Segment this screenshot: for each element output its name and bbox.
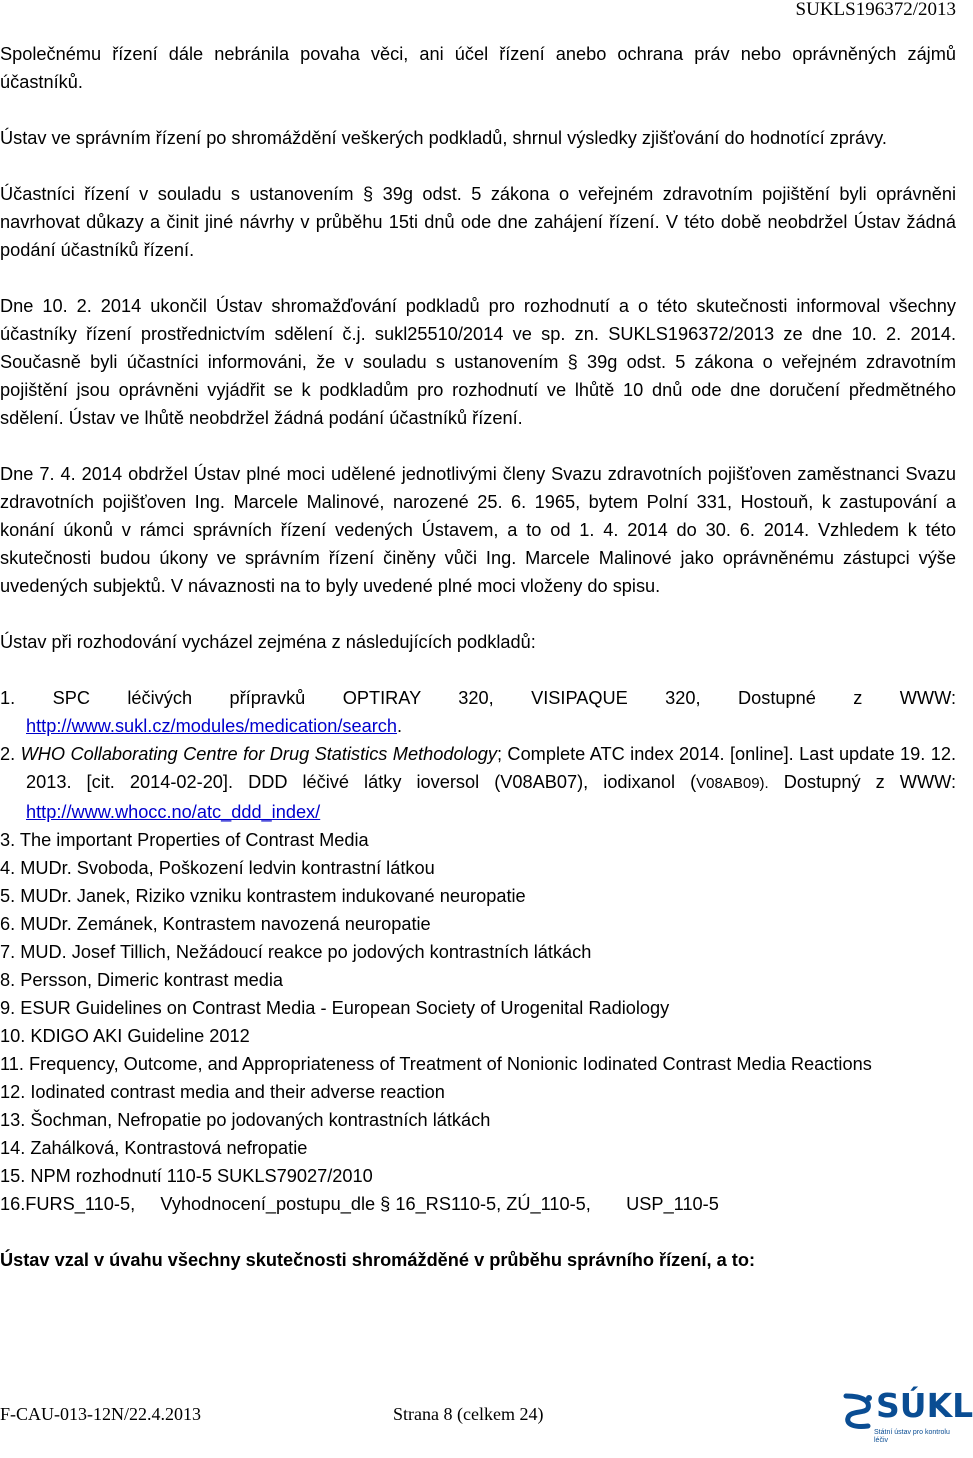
reference-item: 9. ESUR Guidelines on Contrast Media - European Society of Urogenital Radiology: [0, 998, 670, 1018]
document-id: SUKLS196372/2013: [795, 0, 956, 20]
document-body: [0, 40, 956, 1302]
reference-item: 13. Šochman, Nefropatie po jodovaných kontrastních látkách: [0, 1110, 491, 1130]
reference-text: .: [396, 716, 403, 736]
form-code: F-CAU-013-12N/22.4.2013: [0, 1404, 201, 1424]
reference-text: 1. SPC léčivých přípravků OPTIRAY 320, VISIPAQUE 320, Dostupné z WWW:: [0, 688, 956, 708]
paragraph-2: Ústav ve správním řízení po shromáždění veškerých podkladů, shrnul výsledky zjišťování do hodnotící zprávy.: [0, 128, 887, 148]
paragraph-1: Společnému řízení dále nebránila povaha věci, ani účel řízení anebo ochrana práv nebo oprávněných zájmů účastníků.: [0, 44, 956, 92]
logo-name: SÚKL: [876, 1386, 973, 1425]
reference-item: 4. MUDr. Svoboda, Poškození ledvin kontrastní látkou: [0, 858, 435, 878]
paragraph-4: Dne 10. 2. 2014 ukončil Ústav shromažďování podkladů pro rozhodnutí a o této skutečnosti informoval všechny účastníky řízení prostřednictvím sdělení č.j. sukl25510/2014 ve sp. zn. SUKLS196372/2013 ze dne 10. 2. 2014. Současně byli účastníci informováni, že v souladu s ustanovením § 39g odst. 5 zákona o veřejném zdravotním pojištění jsou oprávněni vyjádřit se k podkladům pro rozhodnutí ve lhůtě 10 dnů ode dne doručení předmětného sdělení. Ústav ve lhůtě neobdržel žádná podání účastníků řízení.: [0, 296, 956, 428]
reference-item: 7. MUD. Josef Tillich, Nežádoucí reakce po jodových kontrastních látkách: [0, 942, 592, 962]
reference-title: WHO Collaborating Centre for Drug Statistics Methodology: [20, 744, 497, 764]
reference-item: 5. MUDr. Janek, Riziko vzniku kontrastem indukované neuropatie: [0, 886, 526, 906]
whocc-link[interactable]: http://www.whocc.no/atc_ddd_index/: [26, 802, 321, 822]
sukl-logo-mark-icon: [838, 1392, 878, 1432]
reference-item: 10. KDIGO AKI Guideline 2012: [0, 1026, 250, 1046]
reference-item: 15. NPM rozhodnutí 110-5 SUKLS79027/2010: [0, 1166, 373, 1186]
reference-item: 6. MUDr. Zemánek, Kontrastem navozená neuropatie: [0, 914, 431, 934]
reference-item: 12. Iodinated contrast media and their adverse reaction: [0, 1082, 445, 1102]
reference-item: 8. Persson, Dimeric kontrast media: [0, 970, 284, 990]
reference-list: [0, 684, 956, 1218]
reference-text: ; Complete ATC index 2014. [online]. Last update 19. 12. 2013. [cit. 2014-02-20]. DDD léčivé látky ioversol (V08AB07), iodixanol (: [26, 744, 956, 792]
conclusion-heading: Ústav vzal v úvahu všechny skutečnosti shromážděné v průběhu správního řízení, a to:: [0, 1250, 755, 1270]
sukl-logo: [838, 1386, 973, 1450]
logo-tagline: Státní ústav pro kontrolu léčiv: [874, 1429, 950, 1444]
page-number: Strana 8 (celkem 24): [393, 1404, 544, 1424]
reference-item: 14. Zahálková, Kontrastová nefropatie: [0, 1138, 308, 1158]
page-footer: [0, 1404, 960, 1434]
paragraph-6: Ústav při rozhodování vycházel zejména z následujících podkladů:: [0, 632, 536, 652]
sukl-search-link[interactable]: http://www.sukl.cz/modules/medication/search: [26, 716, 397, 736]
reference-item: 16.FURS_110-5, Vyhodnocení_postupu_dle § 16_RS110-5, ZÚ_110-5, USP_110-5: [0, 1194, 719, 1214]
reference-text: Dostupný z WWW:: [768, 772, 956, 792]
reference-text: V08AB09).: [696, 775, 769, 792]
reference-item: [0, 740, 956, 826]
paragraph-5: Dne 7. 4. 2014 obdržel Ústav plné moci udělené jednotlivými členy Svazu zdravotních pojišťoven zaměstnanci Svazu zdravotních pojišťoven Ing. Marcele Malinové, narozené 25. 6. 1965, bytem Polní 331, Hostouň, k zastupování a konání úkonů v rámci správních řízení vedených Ústavem, a to od 1. 4. 2014 do 30. 6. 2014. Vzhledem k této skutečnosti budou úkony ve správním řízení činěny vůči Ing. Marcele Malinové jako oprávněnému zástupci výše uvedených subjektů. V návaznosti na to byly uvedené plné moci vloženy do spisu.: [0, 464, 956, 596]
reference-item: 11. Frequency, Outcome, and Appropriateness of Treatment of Nonionic Iodinated Contrast Media Reactions: [0, 1054, 872, 1074]
paragraph-3: Účastníci řízení v souladu s ustanovením § 39g odst. 5 zákona o veřejném zdravotním pojištění byli oprávněni navrhovat důkazy a činit jiné návrhy v průběhu 15ti dnů ode dne zahájení řízení. V této době neobdržel Ústav žádná podání účastníků řízení.: [0, 184, 956, 260]
reference-item: 3. The important Properties of Contrast Media: [0, 830, 369, 850]
reference-number: 2.: [0, 744, 21, 764]
reference-item: [0, 684, 956, 740]
